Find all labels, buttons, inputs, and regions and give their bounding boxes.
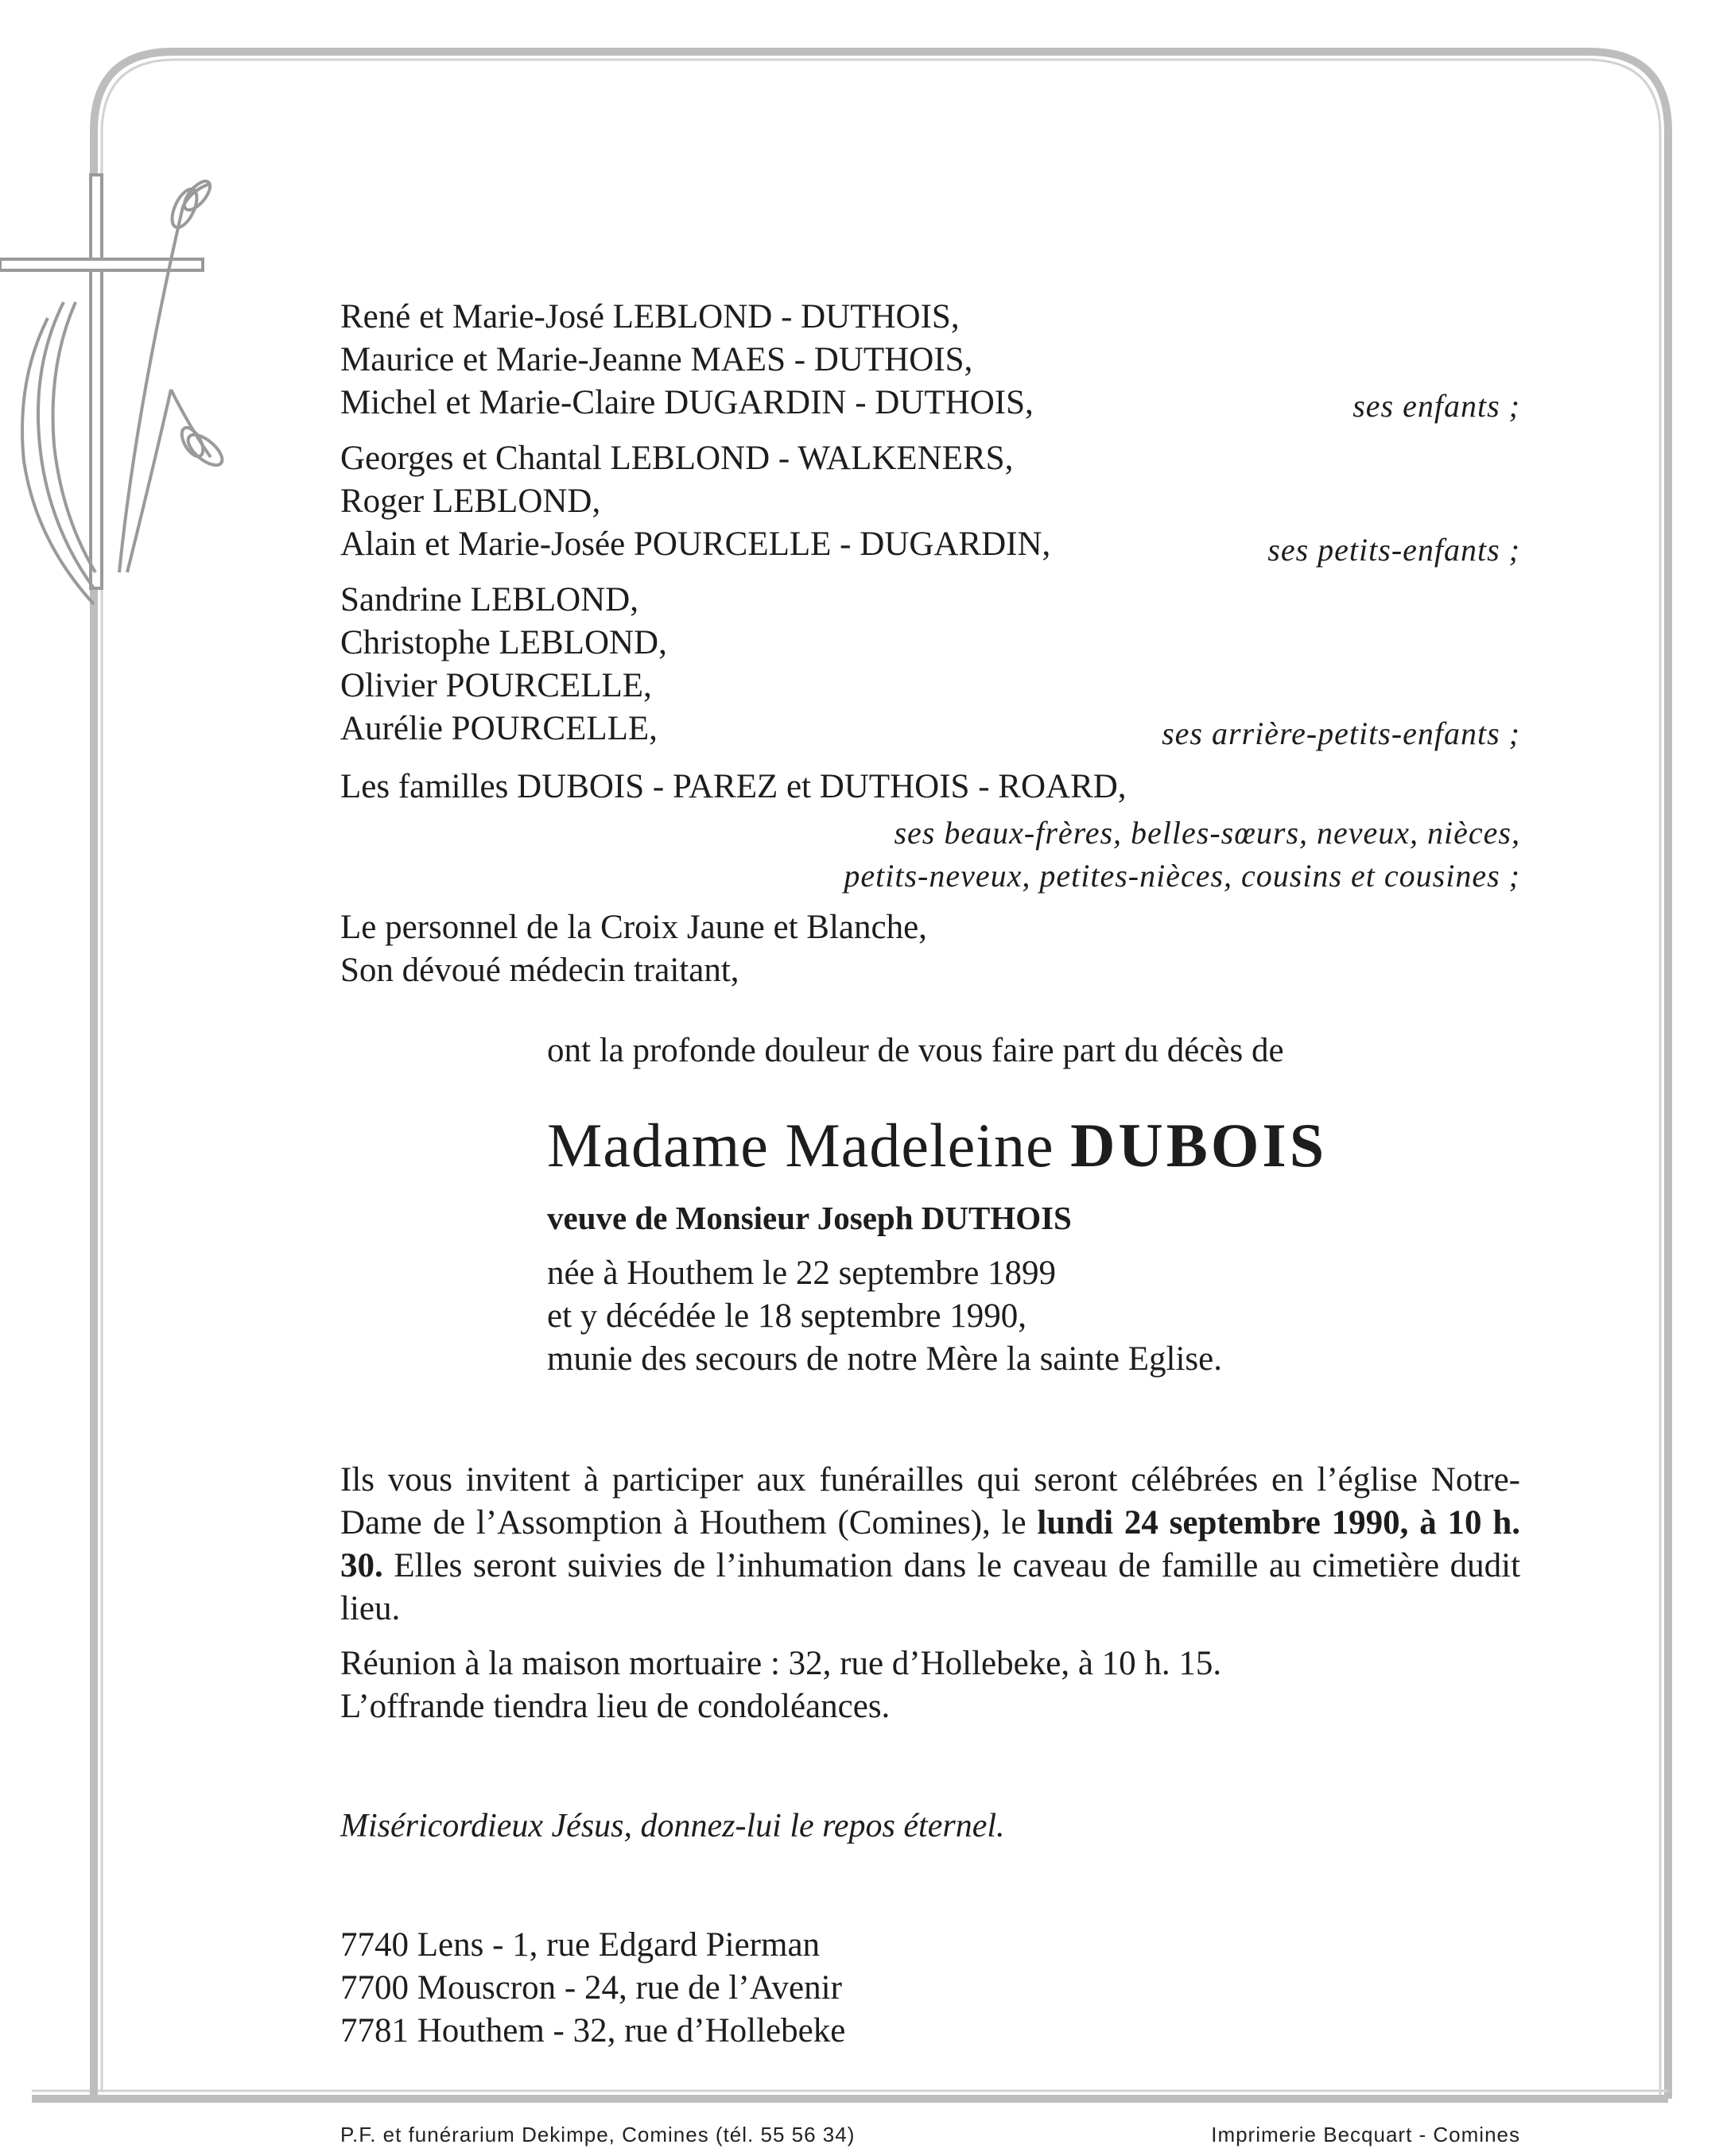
children-line-1: René et Marie-José LEBLOND - DUTHOIS, xyxy=(340,298,960,335)
address-1: 7740 Lens - 1, rue Edgard Pierman xyxy=(340,1926,821,1964)
great-grandchildren-line-1: Sandrine LEBLOND, xyxy=(340,581,638,618)
grandchildren-line-3: Alain et Marie-Josée POURCELLE - DUGARDIN, xyxy=(340,525,1051,563)
birth-line: née à Houthem le 22 septembre 1899 xyxy=(547,1254,1057,1292)
announcement: ont la profonde douleur de vous faire part du décès de xyxy=(547,1032,1284,1069)
sacrament-line: munie des secours de notre Mère la sainte Eglise. xyxy=(547,1340,1222,1378)
cross-with-wheat-icon xyxy=(0,175,227,604)
deceased-surname: DUBOIS xyxy=(1070,1111,1328,1180)
meeting-line: Réunion à la maison mortuaire : 32, rue d’Hollebeke, à 10 h. 15. xyxy=(340,1645,1222,1682)
staff-line-2: Son dévoué médecin traitant, xyxy=(340,952,739,989)
offering-line: L’offrande tiendra lieu de condoléances. xyxy=(340,1688,891,1725)
funeral-part1: Ils vous invitent à participer aux funérailles qui seront célébrées en l’église Notre-Dame de l’Assomption à Houthem (Comines), le xyxy=(340,1461,1520,1541)
grandchildren-role: ses petits-enfants ; xyxy=(1267,532,1520,568)
prayer: Miséricordieux Jésus, donnez-lui le repos éternel. xyxy=(340,1808,1005,1844)
great-grandchildren-line-3: Olivier POURCELLE, xyxy=(340,667,652,704)
grandchildren-line-2: Roger LEBLOND, xyxy=(340,483,601,520)
great-grandchildren-role: ses arrière-petits-enfants ; xyxy=(1162,715,1520,751)
grandchildren-line-1: Georges et Chantal LEBLOND - WALKENERS, xyxy=(340,440,1014,477)
families-role-2: petits-neveux, petites-nièces, cousins et cousines ; xyxy=(844,858,1520,894)
great-grandchildren-line-2: Christophe LEBLOND, xyxy=(340,624,667,661)
funeral-date: lundi 24 septembre 1990, à 10 h. 30. xyxy=(340,1504,1520,1584)
children-line-2: Maurice et Marie-Jeanne MAES - DUTHOIS, xyxy=(340,341,973,378)
families-line: Les familles DUBOIS - PAREZ et DUTHOIS - ROARD, xyxy=(340,768,1127,805)
widow-of: veuve de Monsieur Joseph DUTHOIS xyxy=(547,1200,1072,1236)
footer-funeral-home: P.F. et funérarium Dekimpe, Comines (tél. 55 56 34) xyxy=(340,2123,856,2146)
children-role: ses enfants ; xyxy=(1352,388,1520,424)
footer-printer: Imprimerie Becquart - Comines xyxy=(1211,2123,1520,2146)
deceased-name xyxy=(547,1110,1327,1181)
address-2: 7700 Mouscron - 24, rue de l’Avenir xyxy=(340,1969,842,2007)
children-line-3: Michel et Marie-Claire DUGARDIN - DUTHOIS, xyxy=(340,384,1034,421)
staff-line-1: Le personnel de la Croix Jaune et Blanche, xyxy=(340,909,927,946)
funeral-paragraph xyxy=(340,1459,1520,1631)
death-line: et y décédée le 18 septembre 1990, xyxy=(547,1297,1026,1335)
address-3: 7781 Houthem - 32, rue d’Hollebeke xyxy=(340,2012,846,2049)
funeral-part2: Elles seront suivies de l’inhumation dans le caveau de famille au cimetière dudit lieu. xyxy=(340,1547,1521,1627)
families-role-1: ses beaux-frères, belles-sœurs, neveux, nièces, xyxy=(894,815,1520,851)
great-grandchildren-line-4: Aurélie POURCELLE, xyxy=(340,710,658,747)
deceased-prefix: Madame Madeleine xyxy=(547,1111,1054,1180)
